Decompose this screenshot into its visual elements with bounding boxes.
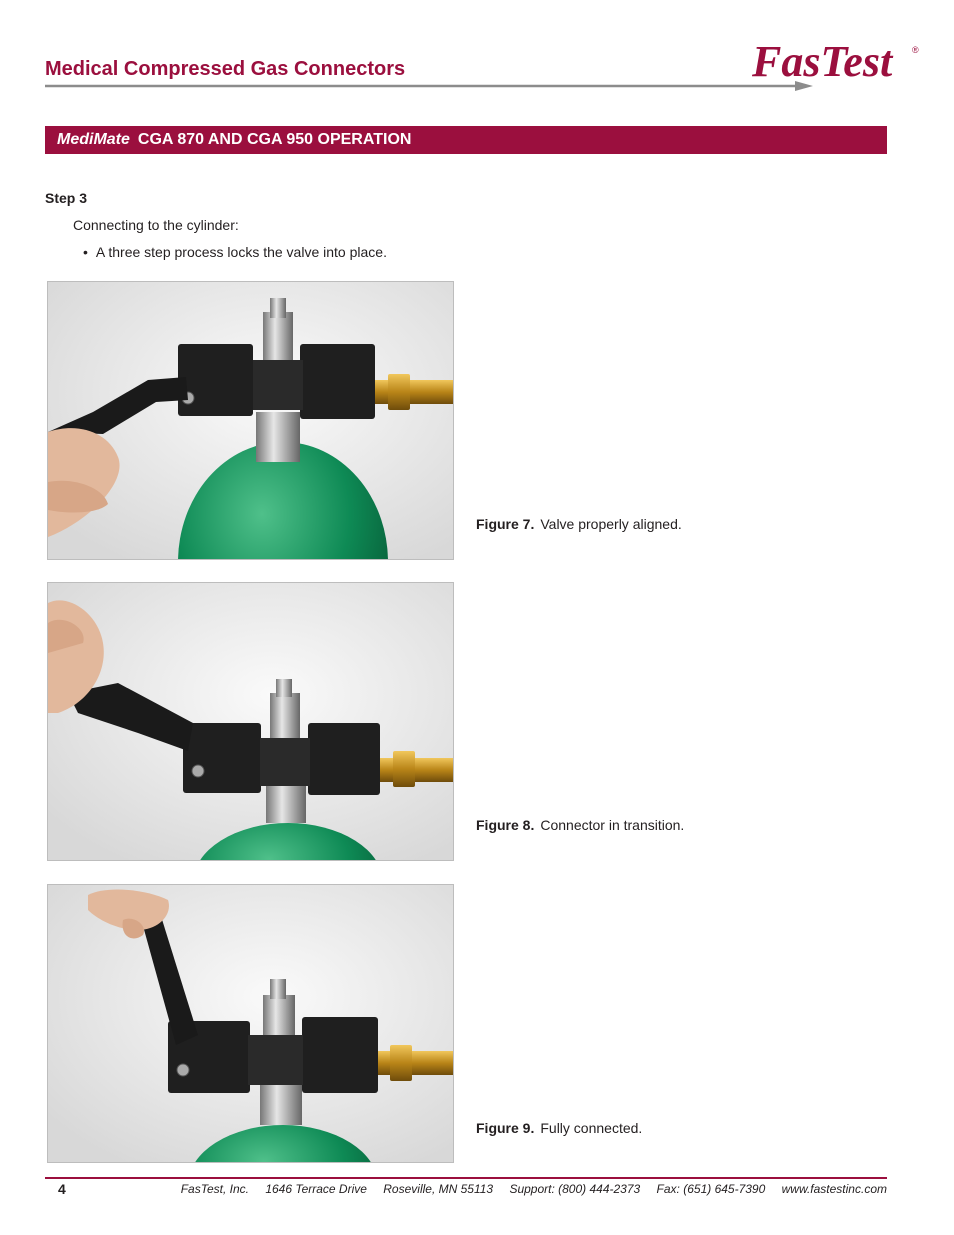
- figure-8-text: Connector in transition.: [540, 817, 685, 833]
- figure-9-text: Fully connected.: [540, 1120, 643, 1136]
- figure-8-caption: [476, 817, 684, 833]
- figure-7-caption: [476, 516, 682, 532]
- footer-address: 1646 Terrace Drive: [265, 1182, 367, 1196]
- figure-7-label: Figure 7.: [476, 516, 535, 532]
- fastest-logo: [752, 36, 922, 91]
- logo-wordmark: FasTest: [752, 37, 893, 86]
- footer-fax: Fax: (651) 645-7390: [656, 1182, 766, 1196]
- footer-support: Support: (800) 444-2373: [509, 1182, 641, 1196]
- footer-rule: [45, 1177, 887, 1179]
- figure-8-label: Figure 8.: [476, 817, 535, 833]
- figure-7-photo: [47, 281, 454, 560]
- footer-contact: [181, 1182, 887, 1196]
- figure-9-label: Figure 9.: [476, 1120, 535, 1136]
- figure-7-text: Valve properly aligned.: [540, 516, 682, 532]
- figure-8-photo: [47, 582, 454, 861]
- section-brand: MediMate: [57, 131, 130, 148]
- document-title: Medical Compressed Gas Connectors: [45, 58, 406, 80]
- figure-9-photo: [47, 884, 454, 1163]
- bullet-icon: •: [83, 244, 88, 260]
- footer-company: FasTest, Inc.: [180, 1182, 249, 1196]
- step-intro: Connecting to the cylinder:: [73, 217, 239, 233]
- section-heading: [45, 126, 887, 154]
- registered-mark: ®: [912, 45, 919, 55]
- section-title: CGA 870 AND CGA 950 OPERATION: [137, 131, 412, 148]
- footer-city: Roseville, MN 55113: [383, 1182, 494, 1196]
- footer-website-link[interactable]: www.fastestinc.com: [781, 1182, 887, 1196]
- step-title: Step 3: [45, 190, 88, 206]
- figure-9-caption: [476, 1120, 642, 1136]
- header-arrow-rule: [45, 80, 815, 92]
- bullet-text: A three step process locks the valve into place.: [95, 244, 387, 260]
- page-number: 4: [58, 1181, 66, 1197]
- step-bullet: [83, 244, 387, 260]
